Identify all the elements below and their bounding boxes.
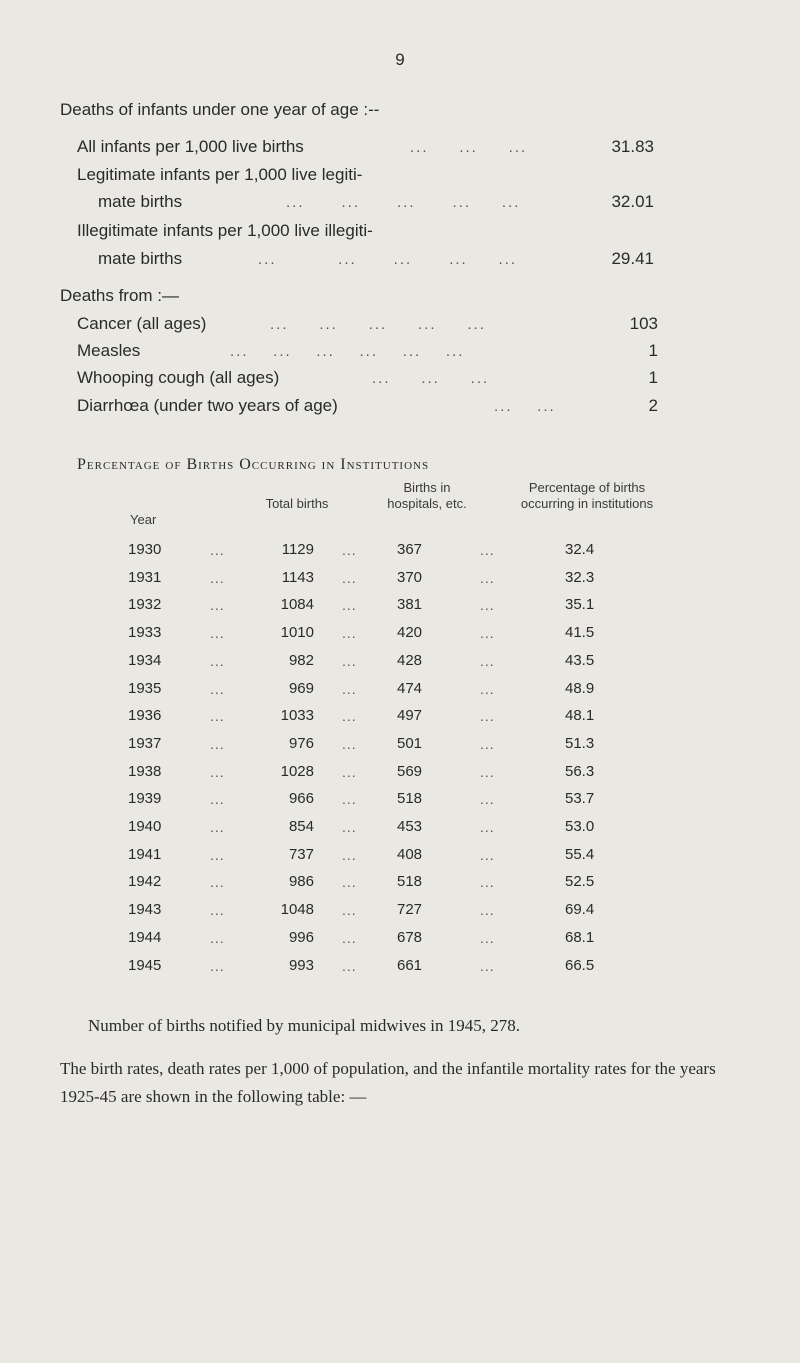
leader-dots: ...: [210, 791, 225, 807]
cell-total-births: 982: [288, 652, 314, 669]
cell-year: 1936: [128, 707, 162, 724]
leader-dots: ...: [342, 597, 357, 613]
leader-dots: ...: [210, 902, 225, 918]
leader-dots: ...: [480, 542, 495, 558]
cell-total-births: 1143: [281, 569, 314, 586]
leader-dots: ...: [480, 625, 495, 641]
cell-total-births: 1129: [281, 541, 314, 558]
leader-dots: ... ... ... ... ...: [258, 251, 518, 268]
cell-hospital-births: 428: [397, 652, 423, 669]
header-hospital-births: Births in hospitals, etc.: [387, 480, 467, 511]
leader-dots: ... ... ... ... ...: [286, 194, 521, 211]
cell-percentage: 32.3: [565, 569, 595, 586]
cell-year: 1940: [128, 818, 162, 835]
cause-label: Cancer (all ages): [77, 314, 207, 333]
leader-dots: ...: [480, 764, 495, 780]
cell-percentage: 35.1: [565, 596, 595, 613]
leader-dots: ...: [480, 819, 495, 835]
leader-dots: ... ... ... ... ... ...: [230, 343, 465, 360]
cell-year: 1941: [128, 846, 162, 863]
cell-year: 1938: [128, 763, 162, 780]
cell-total-births: 854: [288, 818, 314, 835]
cell-year: 1931: [128, 569, 162, 586]
header-total-births: Total births: [265, 496, 329, 511]
cell-year: 1935: [128, 680, 162, 697]
cell-year: 1942: [128, 873, 162, 890]
cell-total-births: 986: [288, 873, 314, 890]
cell-percentage: 55.4: [565, 846, 595, 863]
cell-percentage: 43.5: [565, 652, 595, 669]
leader-dots: ...: [342, 653, 357, 669]
leader-dots: ...: [342, 625, 357, 641]
infant-deaths-heading: Deaths of infants under one year of age :--: [60, 100, 380, 119]
leader-dots: ...: [480, 791, 495, 807]
leader-dots: ...: [342, 570, 357, 586]
cell-hospital-births: 501: [397, 735, 423, 752]
leader-dots: ... ...: [494, 398, 556, 415]
cell-hospital-births: 381: [397, 596, 423, 613]
infant-stat-label: Illegitimate infants per 1,000 live illegiti-: [77, 221, 373, 240]
leader-dots: ...: [342, 874, 357, 890]
cell-percentage: 68.1: [565, 929, 595, 946]
leader-dots: ...: [210, 625, 225, 641]
cell-hospital-births: 661: [397, 957, 423, 974]
leader-dots: ...: [210, 570, 225, 586]
leader-dots: ...: [342, 708, 357, 724]
cell-hospital-births: 408: [397, 846, 423, 863]
leader-dots: ... ... ... ... ...: [270, 316, 486, 333]
cell-total-births: 1084: [280, 596, 314, 613]
cell-hospital-births: 678: [397, 929, 423, 946]
leader-dots: ...: [342, 764, 357, 780]
leader-dots: ...: [480, 597, 495, 613]
cell-hospital-births: 370: [397, 569, 423, 586]
infant-stat-label-cont: mate births: [98, 192, 183, 211]
cell-hospital-births: 367: [397, 541, 423, 558]
cell-percentage: 53.7: [565, 790, 595, 807]
leader-dots: ...: [342, 791, 357, 807]
table-caption: Percentage of Births Occurring in Institutions: [77, 456, 430, 473]
cell-total-births: 966: [288, 790, 314, 807]
cell-percentage: 51.3: [565, 735, 595, 752]
cell-percentage: 52.5: [565, 873, 595, 890]
leader-dots: ...: [210, 597, 225, 613]
cell-total-births: 1010: [280, 624, 314, 641]
leader-dots: ...: [210, 958, 225, 974]
cell-percentage: 53.0: [565, 818, 595, 835]
leader-dots: ...: [342, 930, 357, 946]
cell-percentage: 48.1: [565, 707, 595, 724]
cause-value: 1: [648, 368, 658, 387]
cell-year: 1945: [128, 957, 162, 974]
cell-total-births: 737: [288, 846, 314, 863]
leader-dots: ...: [480, 902, 495, 918]
leader-dots: ...: [210, 819, 225, 835]
leader-dots: ...: [480, 874, 495, 890]
leader-dots: ...: [480, 681, 495, 697]
leader-dots: ...: [342, 736, 357, 752]
leader-dots: ...: [480, 708, 495, 724]
header-percentage: Percentage of births occurring in institutions: [520, 480, 654, 511]
leader-dots: ...: [342, 958, 357, 974]
cell-hospital-births: 569: [397, 763, 423, 780]
leader-dots: ...: [342, 681, 357, 697]
cell-total-births: 1048: [280, 901, 314, 918]
cell-percentage: 48.9: [565, 680, 595, 697]
leader-dots: ...: [480, 958, 495, 974]
leader-dots: ...: [210, 874, 225, 890]
cell-total-births: 969: [288, 680, 314, 697]
cell-hospital-births: 474: [397, 680, 423, 697]
leader-dots: ...: [210, 681, 225, 697]
leader-dots: ...: [210, 708, 225, 724]
infant-stat-label-cont: mate births: [98, 249, 183, 268]
header-year: Year: [130, 512, 157, 527]
midwives-note: Number of births notified by municipal midwives in 1945, 278.: [88, 1016, 521, 1035]
leader-dots: ...: [342, 542, 357, 558]
cause-value: 2: [648, 396, 658, 415]
cell-year: 1930: [128, 541, 162, 558]
cause-value: 1: [648, 341, 658, 360]
cell-percentage: 56.3: [565, 763, 595, 780]
cell-hospital-births: 497: [397, 707, 423, 724]
leader-dots: ...: [480, 653, 495, 669]
leader-dots: ...: [480, 570, 495, 586]
cell-hospital-births: 453: [397, 818, 423, 835]
deaths-from-heading: Deaths from :—: [60, 286, 180, 305]
cause-label: Diarrhœa (under two years of age): [77, 396, 338, 415]
cell-year: 1933: [128, 624, 162, 641]
leader-dots: ...: [480, 736, 495, 752]
leader-dots: ...: [210, 653, 225, 669]
cell-hospital-births: 518: [397, 873, 423, 890]
cause-label: Whooping cough (all ages): [77, 368, 280, 387]
cell-percentage: 41.5: [565, 624, 595, 641]
infant-stat-value: 29.41: [611, 249, 654, 268]
page-number: 9: [395, 50, 405, 69]
cell-year: 1943: [128, 901, 162, 918]
cell-total-births: 1028: [280, 763, 314, 780]
leader-dots: ...: [210, 930, 225, 946]
cell-total-births: 996: [288, 929, 314, 946]
cell-year: 1944: [128, 929, 162, 946]
cell-percentage: 69.4: [565, 901, 595, 918]
leader-dots: ...: [210, 542, 225, 558]
cause-value: 103: [629, 314, 658, 333]
cell-hospital-births: 727: [397, 901, 423, 918]
cell-percentage: 32.4: [565, 541, 595, 558]
cell-percentage: 66.5: [565, 957, 595, 974]
leader-dots: ...: [480, 847, 495, 863]
cell-total-births: 1033: [280, 707, 314, 724]
cell-hospital-births: 420: [397, 624, 423, 641]
cell-year: 1932: [128, 596, 162, 613]
infant-stat-label: All infants per 1,000 live births: [77, 137, 304, 156]
infant-stat-value: 31.83: [611, 137, 654, 156]
cell-year: 1934: [128, 652, 162, 669]
leader-dots: ...: [342, 847, 357, 863]
leader-dots: ...: [342, 819, 357, 835]
leader-dots: ... ... ...: [372, 370, 490, 387]
leader-dots: ...: [210, 847, 225, 863]
cell-total-births: 976: [288, 735, 314, 752]
cell-hospital-births: 518: [397, 790, 423, 807]
leader-dots: ...: [342, 902, 357, 918]
closing-paragraph: The birth rates, death rates per 1,000 of population, and the infantile mortality rates for the years 1925-45 are shown in the following table: —: [60, 1059, 716, 1106]
leader-dots: ... ... ...: [410, 139, 528, 156]
infant-stat-value: 32.01: [611, 192, 654, 211]
cause-label: Measles: [77, 341, 141, 360]
leader-dots: ...: [210, 764, 225, 780]
leader-dots: ...: [480, 930, 495, 946]
infant-stat-label: Legitimate infants per 1,000 live legiti-: [77, 165, 363, 184]
cell-year: 1937: [128, 735, 162, 752]
cell-total-births: 993: [288, 957, 314, 974]
cell-year: 1939: [128, 790, 162, 807]
leader-dots: ...: [210, 736, 225, 752]
